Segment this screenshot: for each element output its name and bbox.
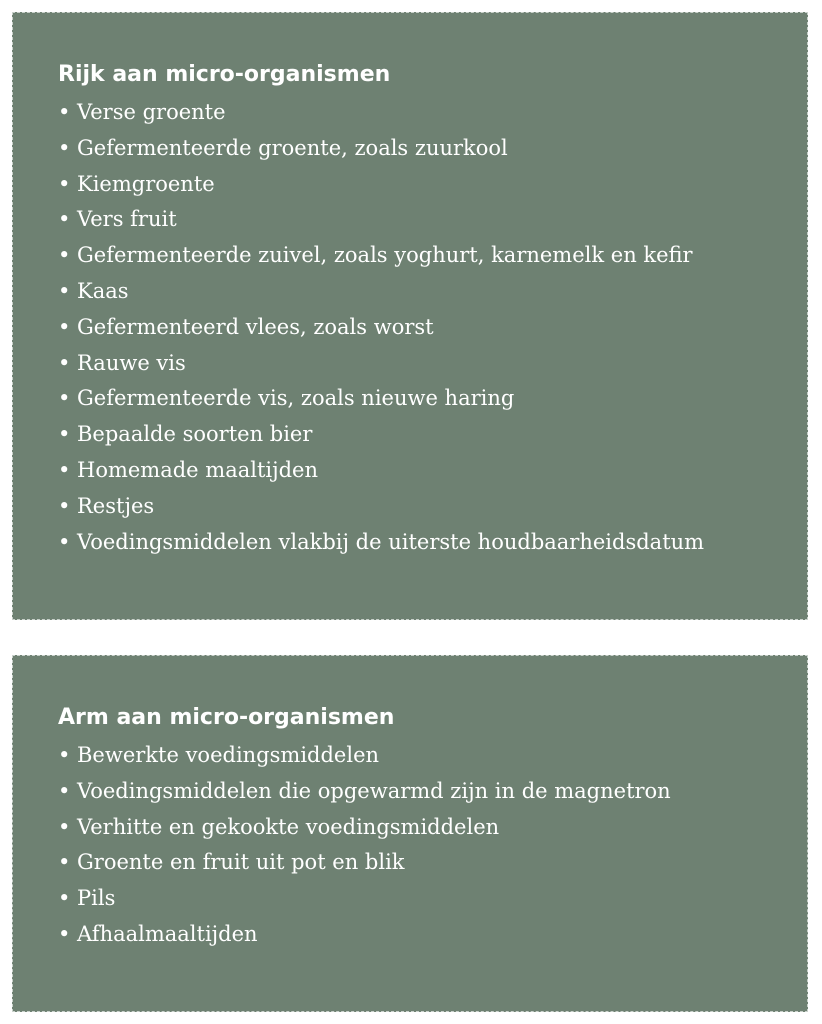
poor-in-microorganisms-box	[12, 655, 808, 1012]
list-item	[58, 202, 704, 238]
poor-item-list	[58, 738, 671, 953]
list-item-label: Kaas	[77, 278, 129, 303]
list-item	[58, 845, 671, 881]
list-item-label: Gefermenteerde vis, zoals nieuwe haring	[77, 386, 515, 411]
rich-in-microorganisms-box	[12, 12, 808, 620]
bullet-icon: •	[58, 743, 71, 767]
poor-title: Arm aan micro-organismen	[58, 705, 395, 730]
bullet-icon: •	[58, 207, 71, 232]
bullet-icon: •	[58, 135, 71, 160]
list-item	[58, 238, 704, 274]
list-item-label: Voedingsmiddelen die opgewarmd zijn in de magnetron	[77, 778, 671, 803]
bullet-icon: •	[58, 422, 71, 447]
list-item-label: Vers fruit	[77, 207, 177, 232]
bullet-icon: •	[58, 243, 71, 268]
list-item	[58, 774, 671, 810]
list-item-label: Bepaalde soorten bier	[77, 422, 313, 447]
list-item	[58, 417, 704, 453]
list-item-label: Homemade maaltijden	[77, 457, 319, 482]
list-item-label: Gefermenteerd vlees, zoals worst	[77, 314, 434, 339]
list-item	[58, 131, 704, 167]
list-item-label: Gefermenteerde groente, zoals zuurkool	[77, 135, 508, 160]
bullet-icon: •	[58, 493, 71, 518]
bullet-icon: •	[58, 529, 71, 554]
bullet-icon: •	[58, 814, 71, 839]
list-item-label: Groente en fruit uit pot en blik	[77, 850, 405, 875]
list-item	[58, 810, 671, 846]
list-item	[58, 381, 704, 417]
bullet-icon: •	[58, 921, 71, 946]
list-item-label: Pils	[77, 886, 116, 911]
list-item-label: Voedingsmiddelen vlakbij de uiterste houdbaarheidsdatum	[77, 529, 705, 554]
list-item	[58, 453, 704, 489]
bullet-icon: •	[58, 886, 71, 911]
bullet-icon: •	[58, 278, 71, 303]
rich-title: Rijk aan micro-organismen	[58, 62, 391, 87]
list-item	[58, 95, 704, 131]
list-item	[58, 489, 704, 525]
list-item	[58, 525, 704, 561]
list-item-label: Verhitte en gekookte voedingsmiddelen	[77, 814, 500, 839]
bullet-icon: •	[58, 457, 71, 482]
list-item-label: Verse groente	[77, 100, 226, 124]
list-item	[58, 881, 671, 917]
list-item	[58, 346, 704, 382]
bullet-icon: •	[58, 386, 71, 411]
list-item	[58, 310, 704, 346]
list-item-label: Gefermenteerde zuivel, zoals yoghurt, karnemelk en kefir	[77, 243, 693, 268]
rich-item-list	[58, 95, 704, 560]
list-item-label: Afhaalmaaltijden	[77, 921, 258, 946]
list-item	[58, 167, 704, 203]
bullet-icon: •	[58, 778, 71, 803]
bullet-icon: •	[58, 350, 71, 375]
list-item	[58, 274, 704, 310]
list-item	[58, 738, 671, 774]
list-item	[58, 917, 671, 953]
bullet-icon: •	[58, 314, 71, 339]
bullet-icon: •	[58, 850, 71, 875]
list-item-label: Kiemgroente	[77, 171, 215, 196]
bullet-icon: •	[58, 171, 71, 196]
list-item-label: Restjes	[77, 493, 155, 518]
list-item-label: Rauwe vis	[77, 350, 186, 375]
list-item-label: Bewerkte voedingsmiddelen	[77, 743, 380, 767]
bullet-icon: •	[58, 100, 71, 124]
